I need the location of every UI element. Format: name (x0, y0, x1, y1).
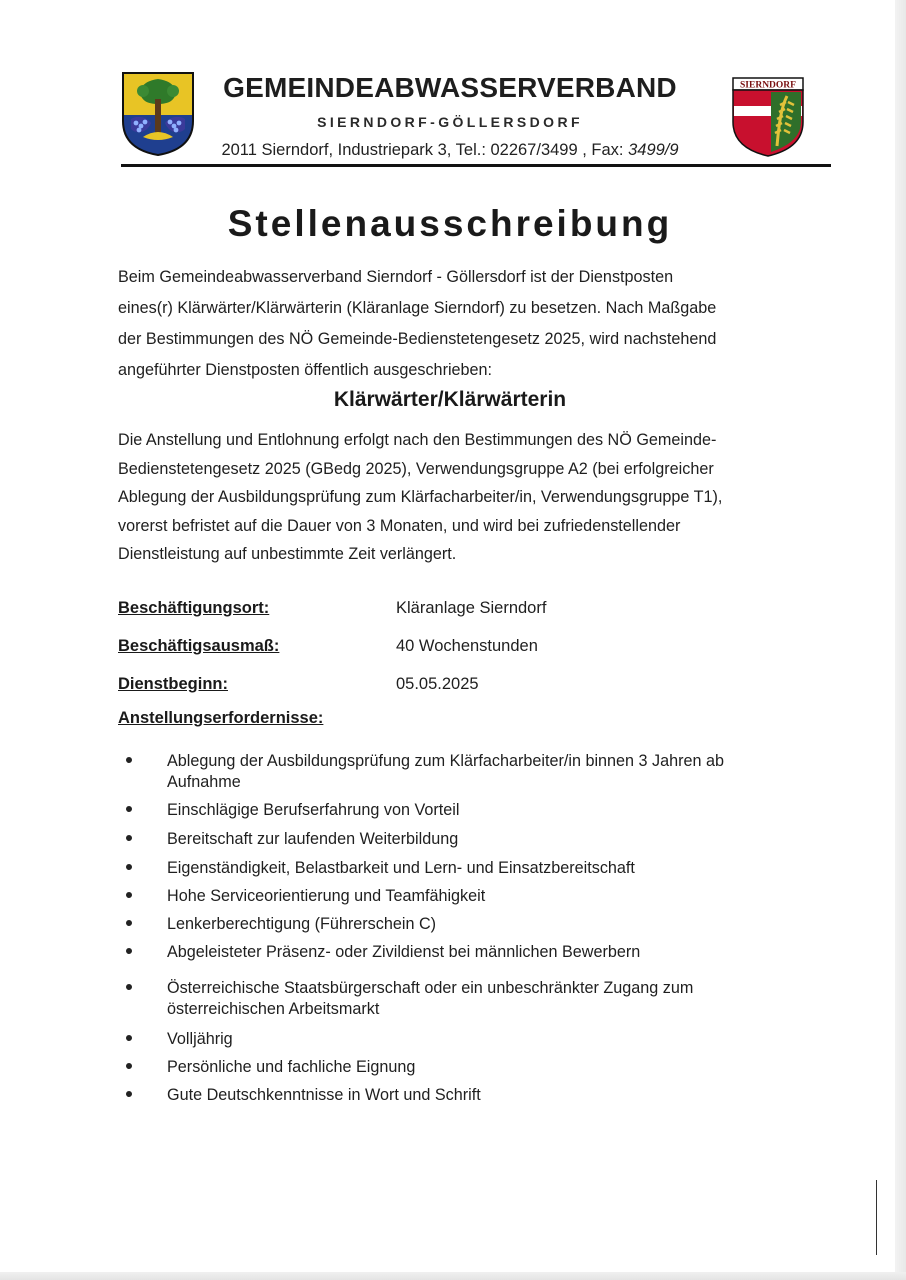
header-divider (121, 164, 831, 167)
scan-page-edge-bottom (0, 1272, 906, 1280)
bullet-icon (126, 806, 132, 812)
bullet-icon (126, 892, 132, 898)
requirement-text: Bereitschaft zur laufenden Weiterbildung (167, 830, 459, 848)
bullet-icon (126, 1035, 132, 1041)
conditions-line: Ablegung der Ausbildungsprüfung zum Klärfacharbeiter/in, Verwendungsgruppe T1), (118, 488, 723, 506)
bullet-icon (126, 757, 132, 763)
requirement-text: Abgeleisteter Präsenz- oder Zivildienst bei männlichen Bewerbern (167, 943, 641, 961)
bullet-icon (126, 984, 132, 990)
contact-fax: 3499/9 (628, 141, 679, 159)
bullet-icon (126, 864, 132, 870)
employment-extent-value: 40 Wochenstunden (396, 637, 538, 655)
start-date-value: 05.05.2025 (396, 675, 479, 693)
requirement-text: Hohe Serviceorientierung und Teamfähigkeit (167, 887, 486, 905)
bullet-icon (126, 920, 132, 926)
requirement-text: Ablegung der Ausbildungsprüfung zum Klärfacharbeiter/in binnen 3 Jahren ab Aufnahme (167, 752, 725, 791)
position-title: Klärwärter/Klärwärterin (333, 388, 567, 411)
requirement-text: Persönliche und fachliche Eignung (167, 1058, 416, 1076)
intro-paragraph (118, 262, 798, 386)
contact-address: 2011 Sierndorf, Industriepark 3, Tel.: 02267/3499 , Fax: (221, 141, 629, 159)
requirement-text: Einschlägige Berufserfahrung von Vorteil (167, 801, 460, 819)
employment-location-value: Kläranlage Sierndorf (396, 599, 547, 617)
requirement-text: Österreichische Staatsbürgerschaft oder ein unbeschränkter Zugang zum österreichischen Arbeitsmarkt (167, 979, 694, 1018)
intro-line: eines(r) Klärwärter/Klärwärterin (Kläranlage Sierndorf) zu besetzen. Nach Maßgabe (118, 299, 717, 317)
organization-contact (150, 141, 750, 160)
conditions-line: vorerst befristet auf die Dauer von 3 Monaten, und wird bei zufriedenstellender (118, 516, 681, 535)
intro-line: der Bestimmungen des NÖ Gemeinde-Bedienstetengesetz 2025, wird nachstehend (118, 330, 717, 348)
organization-subtitle: SIERNDORF-GÖLLERSDORF (317, 114, 583, 130)
bullet-icon (126, 1063, 132, 1069)
bullet-icon (126, 1091, 132, 1097)
intro-line: Beim Gemeindeabwasserverband Sierndorf - Göllersdorf ist der Dienstposten (118, 268, 674, 286)
intro-line: angeführter Dienstposten öffentlich ausgeschrieben: (118, 361, 493, 379)
requirement-text: Lenkerberechtigung (Führerschein C) (167, 915, 437, 933)
requirement-text: Gute Deutschkenntnisse in Wort und Schrift (167, 1086, 481, 1104)
requirements-heading: Anstellungserfordernisse: (118, 709, 324, 727)
document-title: Stellenausschreibung (227, 203, 673, 244)
scan-page-edge (895, 0, 906, 1280)
bullet-icon (126, 835, 132, 841)
bullet-icon (126, 948, 132, 954)
requirement-text: Eigenständigkeit, Belastbarkeit und Lern- und Einsatzbereitschaft (167, 859, 635, 877)
start-date-label: Dienstbeginn: (118, 675, 228, 693)
employment-extent-label: Beschäftigsausmaß: (118, 637, 280, 655)
requirement-text: Volljährig (167, 1030, 233, 1048)
scan-crease-mark (876, 1180, 877, 1255)
conditions-line: Die Anstellung und Entlohnung erfolgt nach den Bestimmungen des NÖ Gemeinde- (118, 431, 717, 449)
employment-location-label: Beschäftigungsort: (118, 599, 270, 617)
conditions-paragraph (118, 426, 798, 569)
right-crest-label: SIERNDORF (740, 80, 796, 91)
organization-name: GEMEINDEABWASSERVERBAND (223, 72, 677, 103)
conditions-line: Dienstleistung auf unbestimmte Zeit verlängert. (118, 545, 457, 563)
conditions-line: Bedienstetengesetz 2025 (GBedg 2025), Verwendungsgruppe A2 (bei erfolgreicher (118, 459, 714, 478)
